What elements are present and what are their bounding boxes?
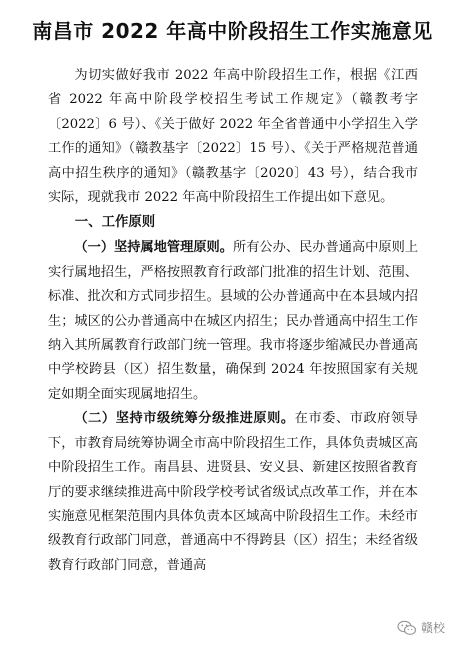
document-body: [48, 64, 418, 578]
intro-paragraph: 为切实做好我市 2022 年高中阶段招生工作，根据《江西省 2022 年高中阶段学校招生考试工作规定》（赣教考字〔2022〕6 号）、《关于做好 2022 年全省普通中小学招生入学工作的通知》（赣教基字〔2022〕15 号）、《关于严格规范普通高中招生秩序的通知》（赣教基字〔2020〕43 号），结合我市实际，现就我市 2022 年高中阶段招生工作提出如下意见。: [48, 68, 418, 206]
source-watermark: [397, 619, 445, 636]
wechat-icon: [397, 620, 417, 636]
principle-item-2: [48, 407, 418, 578]
document-title: 南昌市 2022 年高中阶段招生工作实施意见: [32, 19, 433, 43]
principle-item-1-heading: （一）坚持属地管理原则。: [74, 240, 233, 256]
watermark-text: 赣校: [420, 621, 445, 635]
principle-item-2-text: 在市委、市政府领导下，市教育局统筹协调全市高中阶段招生工作，具体负责城区高中阶段招生工作。南昌县、进贤县、安义县、新建区按照省教育厅的要求继续推进高中阶段学校考试省级试点改革工作，并在本实施意见框架范围内具体负责本区域高中阶段招生工作。未经市级教育行政部门同意，普通高中不得跨县（区）招生；未经省级教育行政部门同意，普通高: [48, 411, 418, 573]
principle-item-2-heading: （二）坚持市级统筹分级推进原则。: [74, 411, 295, 427]
section-heading-work-principles: 一、工作原则: [74, 215, 156, 231]
principle-item-1: [48, 236, 418, 407]
principle-item-1-text: 所有公办、民办普通高中原则上实行属地招生，严格按照教育行政部门批准的招生计划、范围、标准、批次和方式同步招生。县域的公办普通高中在本县域内招生；城区的公办普通高中在城区内招生；民办普通高中招生工作纳入其所属教育行政部门统一管理。我市将逐步缩减民办普通高中学校跨县（区）招生数量，确保到 2024 年按照国家有关规定如期全面实现属地招生。: [48, 240, 419, 402]
